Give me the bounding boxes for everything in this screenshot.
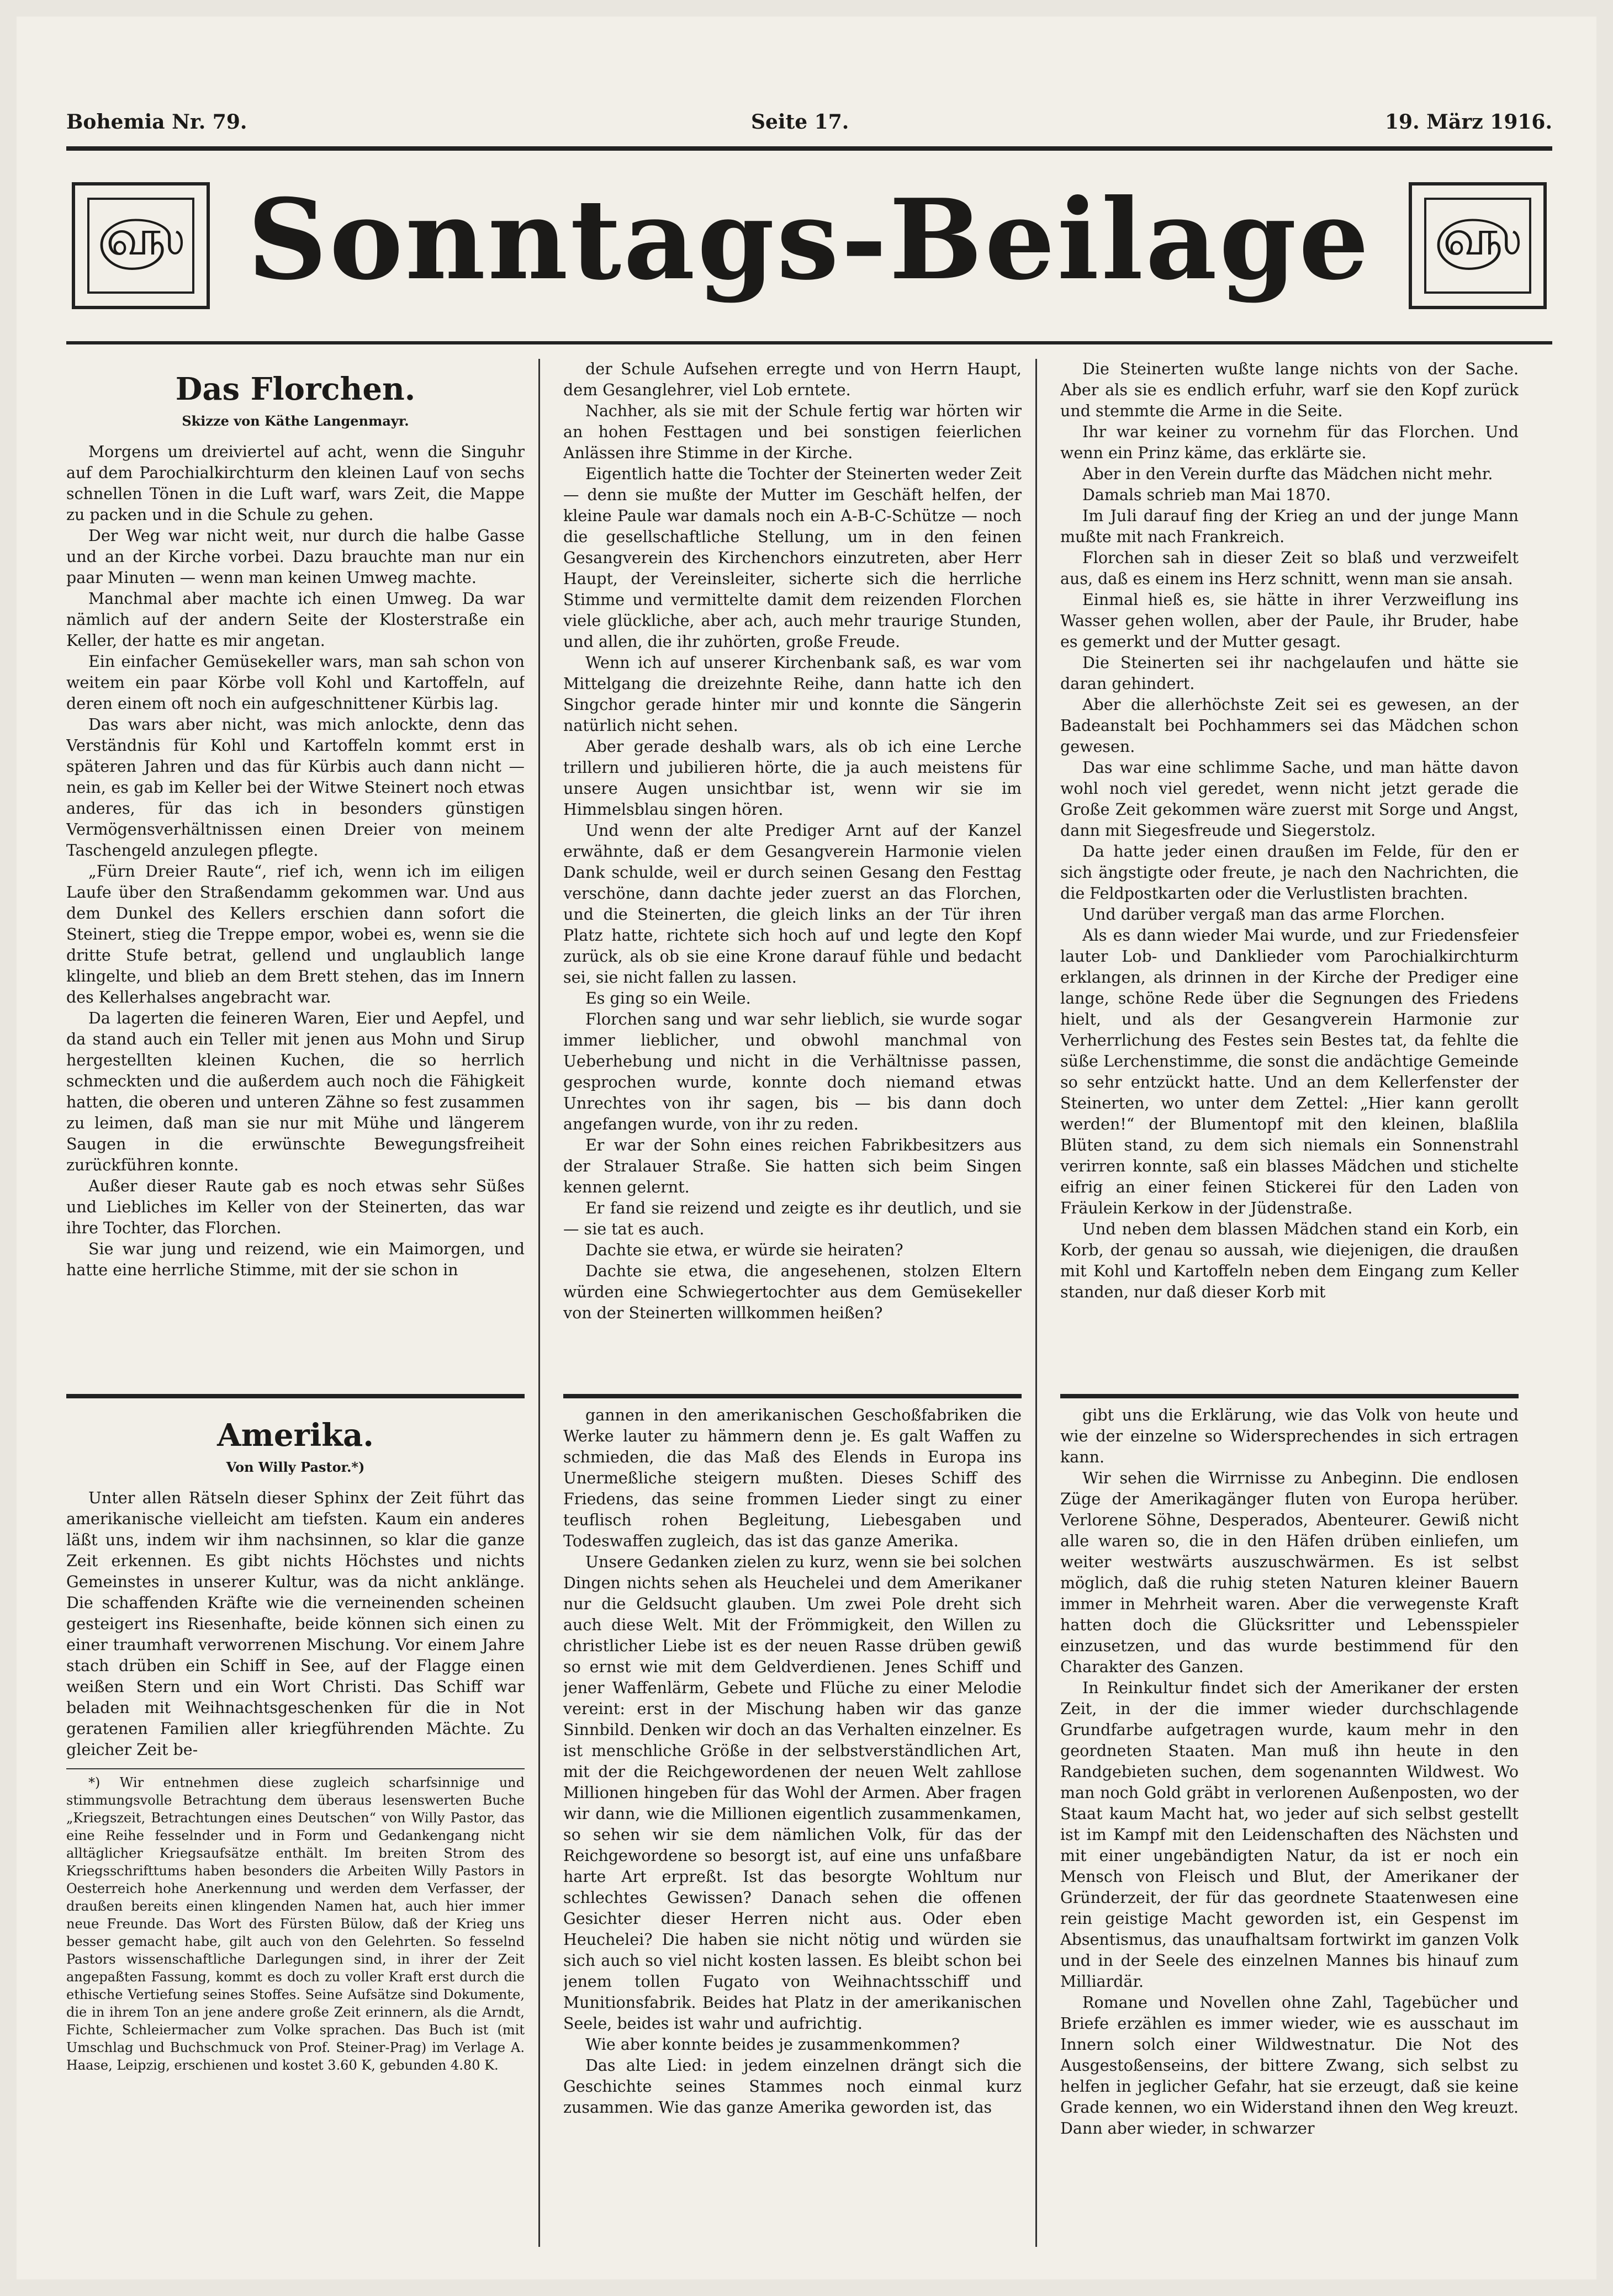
- paragraph: gannen in den amerikanischen Geschoßfabriken die Werke lauter zu hämmern denn je. Es galt Waffen zu schmieden, die das Maß des Elends in Europa ins Unermeßliche steigern mußten. Dieses Schiff des Friedens, das seine frommen Lieder singt zu einer teuflisch rohen Begleitung, Liebesgaben und Todeswaffen zugleich, das ist das ganze Amerika.: [563, 1406, 1022, 1550]
- paragraph: Und wenn der alte Prediger Arnt auf der Kanzel erwähnte, daß er dem Gesangverein Harmonie vielen Dank schulde, weil er durch seinen Gesang den Festtag verschöne, dann dachte jeder zuerst an das Florchen, und die Steinerten, die gleich links an der Tür ihren Platz hatte, richtete sich hoch auf und legte den Kopf zurück, als ob sie eine Krone darauf fühle und bedacht sei, sie nicht fallen zu lassen.: [563, 821, 1022, 987]
- article-title: Amerika.: [217, 1417, 374, 1454]
- paragraph: Dachte sie etwa, die angesehenen, stolzen Eltern würden eine Schwiegertochter aus dem Gemüsekeller von der Steinerten willkommen heißen?: [563, 1262, 1022, 1322]
- article-body: [1060, 1405, 1519, 2139]
- paragraph: Das war eine schlimme Sache, und man hätte davon wohl noch viel geredet, wenn nicht jetzt gerade die Große Zeit gekommen wäre zuerst mit Sorge und Angst, dann mit Siegesfreude und Siegerstolz.: [1060, 759, 1519, 840]
- paragraph: In Reinkultur findet sich der Amerikaner der ersten Zeit, in der die immer wieder durchschlagende Grundfarbe aufgetragen wurde, kaum mehr in den geordneten Staaten. Man muß ihn heute in den Randgebieten suchen, dem sogenannten Wildwest. Wo man noch Gold gräbt in verlorenen Außenposten, wo der Staat kaum Macht hat, wo jeder auf sich selbst gestellt ist im Kampf mit den Leidenschaften des Nächsten und mit einer ungebändigten Natur, da ist er noch ein Mensch von Fleisch und Blut, der Amerikaner der Gründerzeit, der für das geordnete Staatenwesen eine rein geistige Macht geworden ist, ein Gespenst im Absentismus, das unaufhaltsam fortwirkt im ganzen Volk und in der Seele des einzelnen Mannes bis hinauf zum Milliardär.: [1060, 1679, 1519, 1991]
- article-title: Das Florchen.: [175, 371, 416, 407]
- paragraph: Wir sehen die Wirrnisse zu Anbeginn. Die endlosen Züge der Amerikagänger fluten von Europa herüber. Verlorene Söhne, Desperados, Abenteurer. Gewiß nicht alle waren so, die in den Häfen drüben einliefen, um weiter westwärts auszuschwärmen. Es ist selbst möglich, daß die ruhig steten Naturen kleiner Bauern immer in Mehrheit waren. Aber die verwegenste Kraft hatten doch die Glücksritter und Lebensspieler einzusetzen, und das wurde bestimmend für den Charakter des Ganzen.: [1060, 1469, 1519, 1676]
- paragraph: Ihr war keiner zu vornehm für das Florchen. Und wenn ein Prinz käme, das erklärte sie.: [1060, 423, 1519, 462]
- article-body: [563, 359, 1022, 1324]
- paragraph: Es ging so ein Weile.: [585, 989, 751, 1008]
- paragraph: Außer dieser Raute gab es noch etwas sehr Süßes und Liebliches im Keller von der Steinerten, das war ihre Tochter, das Florchen.: [66, 1177, 525, 1237]
- paragraph: Aber in den Verein durfte das Mädchen nicht mehr.: [1082, 465, 1493, 483]
- paragraph: der Schule Aufsehen erregte und von Herrn Haupt, dem Gesanglehrer, viel Lob erntete.: [563, 360, 1022, 399]
- paragraph: Manchmal aber machte ich einen Umweg. Da war nämlich auf der andern Seite der Klosterstraße ein Keller, der hatte es mir angetan.: [66, 590, 525, 650]
- article-body: [66, 442, 525, 1281]
- article-separator: [563, 1394, 1022, 1398]
- paragraph: Und darüber vergaß man das arme Florchen.: [1082, 905, 1445, 924]
- paragraph: Wie aber konnte beides je zusammenkommen?: [585, 2035, 960, 2054]
- issue-number: Bohemia Nr. 79.: [66, 110, 247, 134]
- paragraph: Sie war jung und reizend, wie ein Maimorgen, und hatte eine herrliche Stimme, mit der sie schon in: [66, 1240, 525, 1279]
- footnote-text: *) Wir entnehmen diese zugleich scharfsinnige und stimmungsvolle Betrachtung dem überaus lesenswerten Buche „Kriegszeit, Betrachtungen eines Deutschen“ von Willy Pastor, das eine Reihe fesselnder und in Form und Gedankengang nicht alltäglicher Kriegsaufsätze enthält. Im breiten Strom des Kriegsschrifttums haben besonders die Arbeiten Willy Pastors in Oesterreich hohe Anerkennung und werden dem Verfasser, der draußen bereits einen klingenden Namen hat, auch hier immer neue Freunde. Das Wort des Fürsten Bülow, daß der Krieg uns besser gemacht habe, gilt auch von den Gelehrten. So fesselnd Pastors wissenschaftliche Darlegungen sind, in ihrer der Zeit angepaßten Fassung, kommt es doch zu voller Kraft erst durch die ethische Vertiefung seines Stoffes. Seine Aufsätze sind Dokumente, die in ihrem Ton an jene andere große Zeit erinnern, als die Arndt, Fichte, Schleiermacher zum Volke sprachen. Das Buch ist (mit Umschlag und Buchschmuck von Prof. Steiner-Prag) im Verlage A. Haase, Leipzig, erschienen und kostet 3.60 K, gebunden 4.80 K.: [66, 1775, 525, 2073]
- paragraph: Florchen sah in dieser Zeit so blaß und verzweifelt aus, daß es einem ins Herz schnitt, wenn man sie ansah.: [1060, 549, 1519, 588]
- paragraph: Das alte Lied: in jedem einzelnen drängt sich die Geschichte seines Stammes noch einmal kurz zusammen. Wie das ganze Amerika geworden ist, das: [563, 2056, 1022, 2117]
- paragraph: Aber gerade deshalb wars, als ob ich eine Lerche trillern und jubilieren hörte, die ja auch meistens für unsere Augen unsichtbar ist, wenn wir sie im Himmelsblau singen hören.: [563, 738, 1022, 819]
- footnote: [66, 1768, 525, 2074]
- paragraph: Romane und Novellen ohne Zahl, Tagebücher und Briefe erzählen es immer wieder, wie es ausschaut im Innern solch einer Wildwestnatur. Die Not des Ausgestoßenseins, der bittere Zwang, sich selbst zu helfen in jeglicher Gefahr, hat sie erzeugt, daß sie keine Grade kennen, wo ein Widerstand ihnen den Weg kreuzt. Dann aber wieder, in schwarzer: [1060, 1993, 1519, 2138]
- paragraph: Nachher, als sie mit der Schule fertig war hörten wir an hohen Festtagen und bei sonstigen feierlichen Anlässen ihre Stimme in der Kirche.: [563, 402, 1022, 462]
- ornament-symbol: ௵: [97, 209, 185, 267]
- paragraph: Florchen sang und war sehr lieblich, sie wurde sogar immer lieblicher, und obwohl manchmal von Ueberhebung und nicht in die Verhältnisse passen, gesprochen wurde, konnte doch niemand etwas Unrechtes von ihr sagen, bis — bis dann doch angefangen wurde, von ihr zu reden.: [563, 1010, 1022, 1133]
- column-rule: [538, 359, 540, 2247]
- paragraph: Ein einfacher Gemüsekeller wars, man sah schon von weitem ein paar Körbe voll Kohl und Kartoffeln, auf deren einem oft noch ein aufgeschnittener Kürbis lag.: [66, 653, 525, 713]
- page-number: Seite 17.: [751, 110, 849, 134]
- masthead: [72, 160, 1547, 337]
- paragraph: Eigentlich hatte die Tochter der Steinerten weder Zeit — denn sie mußte der Mutter im Geschäft helfen, der kleine Paule war damals noch ein A-B-C-Schütze — noch die gesellschaftliche Stellung, um in den feinen Gesangverein des Kirchenchors einzutreten, aber Herr Haupt, der Vereinsleiter, sicherte sich die herrliche Stimme und vermittelte damit dem reizenden Florchen viele glückliche, aber ach, auch mehr traurige Stunden, und allen, die ihr zuhörten, große Freude.: [563, 465, 1022, 651]
- paragraph: Im Juli darauf fing der Krieg an und der junge Mann mußte mit nach Frankreich.: [1060, 507, 1519, 546]
- article-separator: [1060, 1394, 1519, 1398]
- paragraph: Einmal hieß es, sie hätte in ihrer Verzweiflung ins Wasser gehen wollen, aber der Paule, ihr Bruder, habe es gemerkt und der Mutter gesagt.: [1060, 591, 1519, 651]
- article-amerika-col-1: [66, 1405, 525, 2255]
- article-florchen-col-1: [66, 359, 525, 1386]
- article-body: [563, 1405, 1022, 2118]
- article-body: [66, 1488, 525, 1761]
- header-rule: [66, 146, 1552, 151]
- paragraph: Das wars aber nicht, was mich anlockte, denn das Verständnis für Kohl und Kartoffeln kommt erst in späteren Jahren und das für Kürbis auch dann nicht — nein, es gab im Keller bei der Witwe Steinert noch etwas anderes, für das ich in besonders günstigen Vermögensverhältnissen einen Dreier von meinem Taschengeld anzulegen pflegte.: [66, 715, 525, 860]
- paragraph: Da hatte jeder einen draußen im Felde, für den er sich ängstigte oder freute, je nach den Nachrichten, die die Feldpostkarten oder die Verlustlisten brachten.: [1060, 842, 1519, 903]
- paragraph: Wenn ich auf unserer Kirchenbank saß, es war vom Mittelgang die dreizehnte Reihe, dann hatte ich den Singchor gerade hinter mir und konnte die Sängerin natürlich nicht sehen.: [563, 654, 1022, 735]
- article-amerika-col-3: [1060, 1405, 1519, 2255]
- column-rule: [1035, 359, 1037, 2247]
- masthead-rule: [66, 341, 1552, 344]
- paragraph: Unter allen Rätseln dieser Sphinx der Zeit führt das amerikanische vielleicht am tiefsten. Kaum ein anderes läßt uns, indem wir ihm nachsinnen, so klar die ganze Zeit erkennen. Es gibt nichts Höchstes und nichts Gemeinstes in unserer Kultur, was da nicht anklänge. Die schaffenden Kräfte wie die verneinenden scheinen gesteigert ins Riesenhafte, beide können sich einen zu einer traumhaft verworrenen Mischung. Vor einem Jahre stach drüben ein Schiff in See, auf der Flagge einen weißen Stern und ein Wort Christi. Das Schiff war beladen mit Weihnachtsgeschenken für die in Not geratenen Familien aller kriegführenden Mächte. Zu gleicher Zeit be-: [66, 1489, 525, 1759]
- paragraph: Damals schrieb man Mai 1870.: [1082, 486, 1331, 504]
- spiral-ornament-icon: [1409, 182, 1547, 309]
- paragraph: Die Steinerten sei ihr nachgelaufen und hätte sie daran gehindert.: [1060, 654, 1519, 693]
- paragraph: Morgens um dreiviertel auf acht, wenn die Singuhr auf dem Parochialkirchturm den kleinen Lauf von sechs schnellen Tönen in die Luft warf, wars Zeit, die Mappe zu packen und in die Schule zu gehen.: [66, 443, 525, 524]
- article-florchen-col-2: [563, 359, 1022, 1386]
- paragraph: Die Steinerten wußte lange nichts von der Sache. Aber als sie es endlich erfuhr, warf sie den Kopf zurück und stemmte die Arme in die Seite.: [1060, 360, 1519, 420]
- article-byline: Skizze von Käthe Langenmayr.: [182, 413, 409, 429]
- article-amerika-col-2: [563, 1405, 1022, 2255]
- article-byline: Von Willy Pastor.*): [226, 1459, 365, 1475]
- paragraph: Er war der Sohn eines reichen Fabrikbesitzers aus der Stralauer Straße. Sie hatten sich beim Singen kennen gelernt.: [563, 1136, 1022, 1196]
- article-separator: [66, 1394, 525, 1398]
- article-body: [1060, 359, 1519, 1303]
- issue-date: 19. März 1916.: [1384, 110, 1552, 134]
- paragraph: Als es dann wieder Mai wurde, und zur Friedensfeier lauter Lob- und Danklieder vom Parochialkirchturm erklangen, als drinnen in der Kirche der Prediger eine lange, schöne Rede über die Segnungen des Friedens hielt, und als der Gesangverein Harmonie zur Verherrlichung des Festes sein Bestes tat, da fehlte die süße Lerchenstimme, die sonst die andächtige Gemeinde so sehr entzückt hatte. Und an dem Kellerfenster der Steinerten, wo unter dem Zettel: „Hier kann gerollt werden!“ der Blumentopf mit den kleinen, blaßlila Blüten stand, zu dem sich niemals ein Sonnenstrahl verirren konnte, saß ein blasses Mädchen und stichelte eifrig an einer feinen Stickerei für den Laden von Fräulein Kerkow in der Jüdenstraße.: [1060, 926, 1519, 1217]
- paragraph: Und neben dem blassen Mädchen stand ein Korb, ein Korb, der genau so aussah, wie diejenigen, die draußen mit Kohl und Kartoffeln neben dem Eingang zum Keller standen, nur daß dieser Korb mit: [1060, 1220, 1519, 1301]
- paragraph: Er fand sie reizend und zeigte es ihr deutlich, und sie — sie tat es auch.: [563, 1199, 1022, 1238]
- paragraph: „Fürn Dreier Raute“, rief ich, wenn ich im eiligen Laufe über den Straßendamm gekommen war. Und aus dem Dunkel des Kellers erschien dann sofort die Steinert, stieg die Treppe empor, wobei es, wenn sie die dritte Stufe betrat, gellend und unglaublich lange klingelte, und blieb an dem Brett stehen, das im Innern des Kellerhalses angebracht war.: [66, 862, 525, 1006]
- paragraph: Unsere Gedanken zielen zu kurz, wenn sie bei solchen Dingen nichts sehen als Heuchelei und dem Amerikaner nur die Geldsucht glauben. Um zwei Pole dreht sich auch diese Welt. Mit der Frömmigkeit, den Willen zu christlicher Liebe ist es der neuen Rasse drüben gewiß so ernst wie mit dem Geldverdienen. Jenes Schiff und jener Waffenlärm, Gebete und Flüche zu einer Melodie vereint: erst in der Mischung haben wir das ganze Sinnbild. Denken wir doch an das Verhalten einzelner. Es ist menschliche Größe in der selbstverständlichen Art, mit der die Reichgewordenen der neuen Welt zahllose Millionen hingeben für das Wohl der Armen. Aber fragen wir dann, wie die Millionen eigentlich zusammenkamen, so sehen wir sie dem nämlichen Volk, für das der Reichgewordene so besorgt ist, auf eine uns unfaßbare harte Art erpreßt. Ist das besorgte Wohltum nur schlechtes Gewissen? Danach sehen die offenen Gesichter dieser Herren nicht aus. Oder eben Heuchelei? Die haben sie nicht nötig und würden sie sich auch so viel nicht kosten lassen. Es bleibt schon bei jenem tollen Fugato von Weihnachtsschiff und Munitionsfabrik. Beides hat Platz in der amerikanischen Seele, beides ist wahr und aufrichtig.: [563, 1553, 1022, 2033]
- paragraph: Der Weg war nicht weit, nur durch die halbe Gasse und an der Kirche vorbei. Dazu brauchte man nur ein paar Minuten — wenn man keinen Umweg machte.: [66, 527, 525, 587]
- page-header: [50, 105, 1563, 144]
- ornament-symbol: ௵: [1434, 209, 1522, 267]
- masthead-title: Sonntags-Beilage: [247, 175, 1371, 305]
- spiral-ornament-icon: [72, 182, 210, 309]
- paragraph: Aber die allerhöchste Zeit sei es gewesen, an der Badeanstalt bei Pochhammers sei das Mädchen schon gewesen.: [1060, 696, 1519, 756]
- paragraph: Dachte sie etwa, er würde sie heiraten?: [585, 1241, 903, 1259]
- paragraph: gibt uns die Erklärung, wie das Volk von heute und wie der einzelne so Widersprechendes in sich ertragen kann.: [1060, 1406, 1519, 1466]
- article-florchen-col-3: [1060, 359, 1519, 1386]
- paragraph: Da lagerten die feineren Waren, Eier und Aepfel, und da stand auch ein Teller mit jenen aus Mohn und Sirup hergestellten kleinen Kuchen, die so herrlich schmeckten und die außerdem auch noch die Fähigkeit hatten, die oberen und unteren Zähne so fest zusammen zu leimen, daß man sie nur mit Mühe und längerem Saugen in die erwünschte Bewegungsfreiheit zurückführen konnte.: [66, 1009, 525, 1174]
